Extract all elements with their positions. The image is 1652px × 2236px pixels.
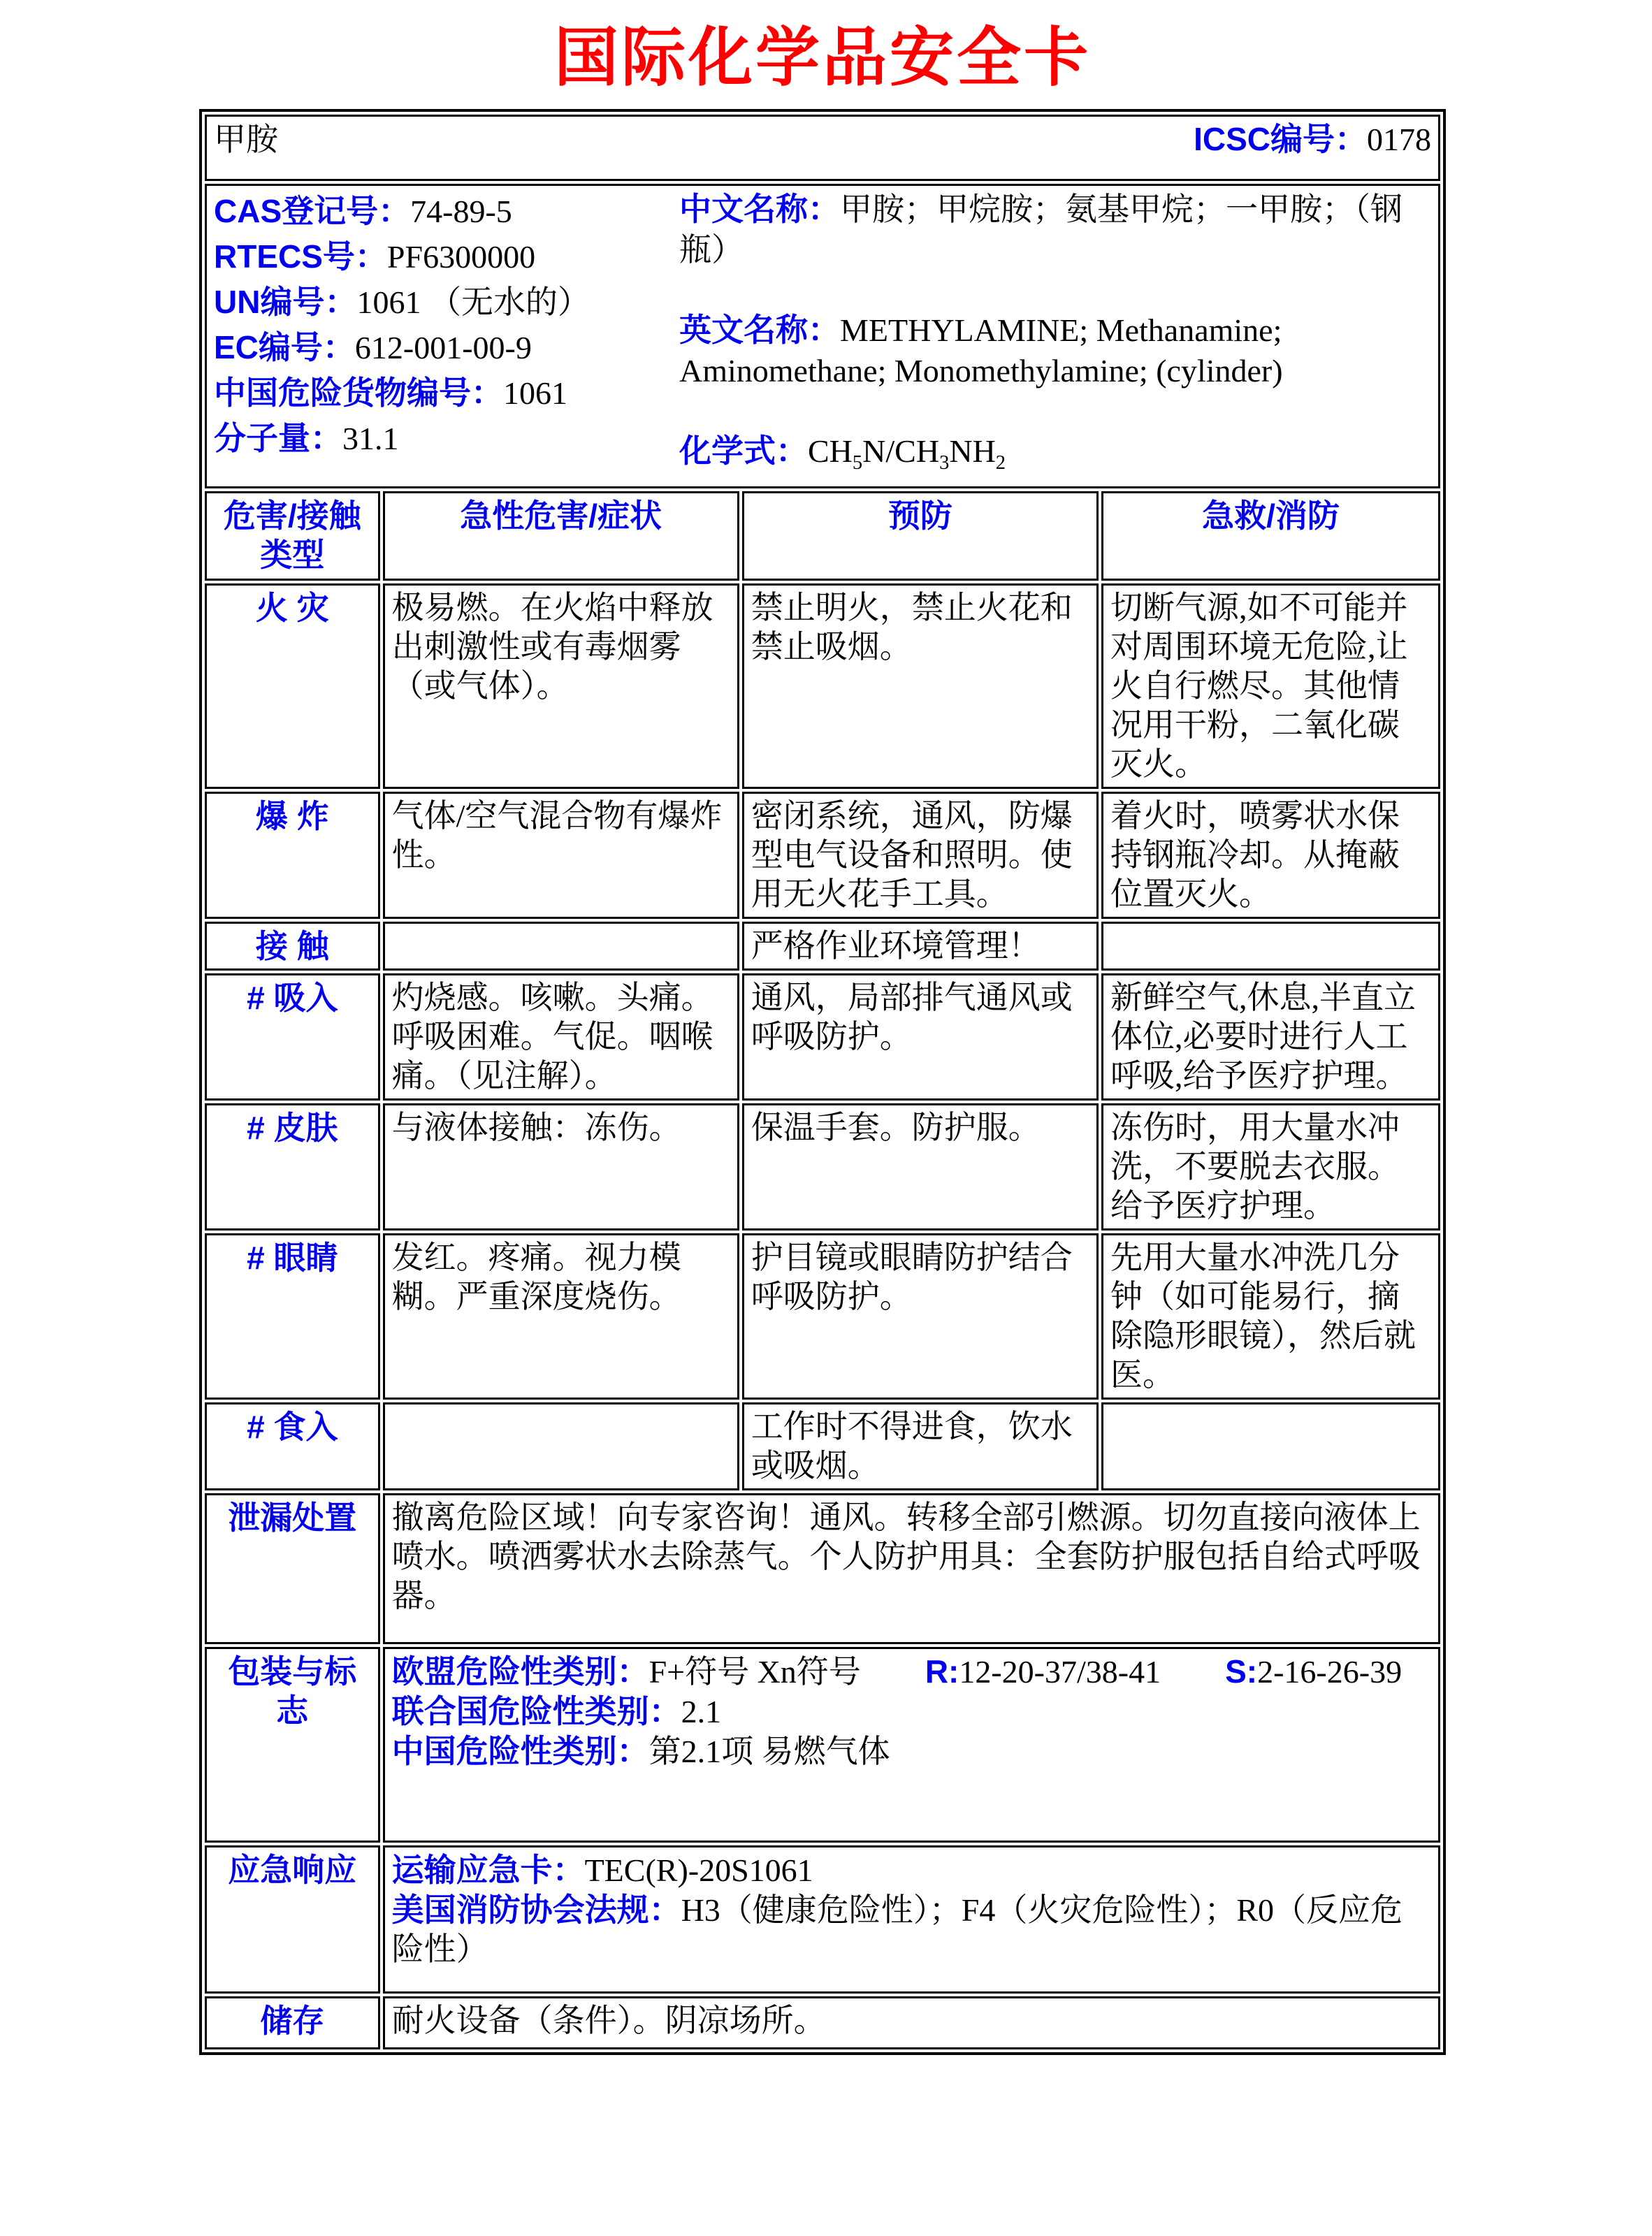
skin-response-cell: 冻伤时，用大量水冲洗，不要脱去衣服。给予医疗护理。 [1101,1103,1440,1230]
english-name-paragraph [679,310,1431,391]
registry-line-rtecs [214,234,675,280]
rtecs-label: RTECS号： [214,238,387,275]
icsc-card-table [199,109,1446,2055]
emergency-content-cell [383,1845,1440,1994]
explosion-hazards-cell: 气体/空气混合物有爆炸性。 [383,792,739,919]
english-name-label: 英文名称： [679,312,840,348]
mol-weight-label: 分子量： [214,420,342,456]
un-value: 1061 （无水的） [356,284,590,320]
icsc-number [1194,119,1431,159]
registry-line-ec [214,325,675,370]
page-title: 国际化学品安全卡 [553,22,1091,94]
formula-paragraph [679,430,1431,484]
inhalation-hazards-cell: 灼烧感。咳嗽。头痛。呼吸困难。气促。咽喉痛。（见注解）。 [383,973,739,1101]
china-dg-value: 1061 [503,375,567,411]
chinese-name-label: 中文名称： [679,191,840,227]
china-dg-label: 中国危险货物编号： [214,375,503,411]
exposure-type-cell: 接 触 [205,922,380,971]
substance-name: 甲胺 [214,121,278,157]
chinese-name-paragraph [679,189,1431,270]
cas-value: 74-89-5 [410,194,512,229]
registry-line-un [214,280,675,325]
ingestion-prevention-cell: 工作时不得进食，饮水或吸烟。 [742,1402,1099,1490]
icsc-number-label: ICSC编号： [1194,121,1367,157]
english-name-value: METHYLAMINE; Methanamine; Aminomethane; Monomethylamine; (cylinder) [679,312,1283,389]
eu-classification-line: 欧盟危险性类别：F+符号 Xn符号 R:12-20-37/38-41 S:2-16-26-39 [391,1653,1403,1690]
exposure-response-cell [1101,922,1440,971]
explosion-prevention-cell: 密闭系统，通风，防爆型电气设备和照明。使用无火花手工具。 [742,792,1099,919]
header-acute-hazards: 急性危害/症状 [383,491,739,581]
transport-card-line: 运输应急卡：TEC(R)-20S1061 [391,1852,813,1889]
registry-numbers [214,189,675,484]
skin-prevention-cell: 保温手套。防护服。 [742,1103,1099,1230]
rtecs-value: PF6300000 [386,239,536,275]
ec-label: EC编号： [214,329,355,365]
packaging-content-cell [383,1647,1440,1843]
eyes-response-cell: 先用大量水冲洗几分钟（如可能易行，摘除隐形眼镜），然后就医。 [1101,1233,1440,1400]
identification-section [205,184,1440,488]
china-classification-line: 中国危险性类别：第2.1项 易燃气体 [391,1733,890,1770]
explosion-type-cell: 爆 炸 [205,792,380,919]
nfpa-line: 美国消防协会法规：H3（健康危险性）；F4（火灾危险性）；R0（反应危险性） [391,1892,1403,1968]
emergency-title-cell: 应急响应 [205,1845,380,1994]
header-hazard-type: 危害/接触类型 [205,491,380,581]
inhalation-type-cell: # 吸入 [205,973,380,1101]
storage-text: 耐火设备（条件）。阴凉场所。 [391,2003,826,2039]
eyes-type-cell: # 眼睛 [205,1233,380,1400]
inhalation-prevention-cell: 通风，局部排气通风或呼吸防护。 [742,973,1099,1101]
fire-type-cell: 火 灾 [205,583,380,789]
skin-hazards-cell: 与液体接触：冻伤。 [383,1103,739,1230]
exposure-hazards-cell [383,922,739,971]
card-header-row [205,115,1440,181]
header-prevention: 预防 [742,491,1099,581]
registry-line-cas [214,189,675,234]
un-classification-line: 联合国危险性类别：2.1 [391,1693,722,1730]
formula-value: $CH_5N/CH_3NH_2$ [808,433,1006,474]
inhalation-response-cell: 新鲜空气,休息,半直立体位,必要时进行人工呼吸,给予医疗护理。 [1101,973,1440,1101]
substance-names [675,189,1431,484]
header-firefighting: 急救/消防 [1101,491,1440,581]
packaging-title-cell: 包装与标志 [205,1647,380,1843]
spillage-content-cell [383,1493,1440,1644]
registry-line-mol-weight [214,416,675,461]
ec-value: 612-001-00-9 [354,330,532,365]
storage-content-cell [383,1996,1440,2049]
ingestion-type-cell: # 食入 [205,1402,380,1490]
explosion-response-cell: 着火时，喷雾状水保持钢瓶冷却。从掩蔽位置灭火。 [1101,792,1440,919]
fire-response-cell: 切断气源,如不可能并对周围环境无危险,让火自行燃尽。其他情况用干粉，二氧化碳灭火。 [1101,583,1440,789]
icsc-number-value: 0178 [1367,122,1431,157]
un-label: UN编号： [214,284,357,320]
formula-label: 化学式： [679,433,808,469]
spillage-text: 撤离危险区域！向专家咨询！通风。转移全部引燃源。切勿直接向液体上喷水。喷洒雾状水去除蒸气。个人防护用具：全套防护服包括自给式呼吸器。 [391,1500,1421,1614]
ingestion-response-cell [1101,1402,1440,1490]
fire-hazards-cell: 极易燃。在火焰中释放出刺激性或有毒烟雾（或气体）。 [383,583,739,789]
chinese-name-value: 甲胺；甲烷胺；氨基甲烷；一甲胺；（钢瓶） [679,191,1403,268]
ingestion-hazards-cell [383,1402,739,1490]
mol-weight-value: 31.1 [342,421,399,456]
eyes-hazards-cell: 发红。疼痛。视力模糊。严重深度烧伤。 [383,1233,739,1400]
storage-title-cell: 储存 [205,1996,380,2049]
fire-prevention-cell: 禁止明火，禁止火花和禁止吸烟。 [742,583,1099,789]
skin-type-cell: # 皮肤 [205,1103,380,1230]
spillage-title-cell: 泄漏处置 [205,1493,380,1644]
registry-line-china-dg [214,370,675,416]
eyes-prevention-cell: 护目镜或眼睛防护结合呼吸防护。 [742,1233,1099,1400]
exposure-prevention-cell: 严格作业环境管理！ [742,922,1099,971]
cas-label: CAS登记号： [214,193,411,229]
